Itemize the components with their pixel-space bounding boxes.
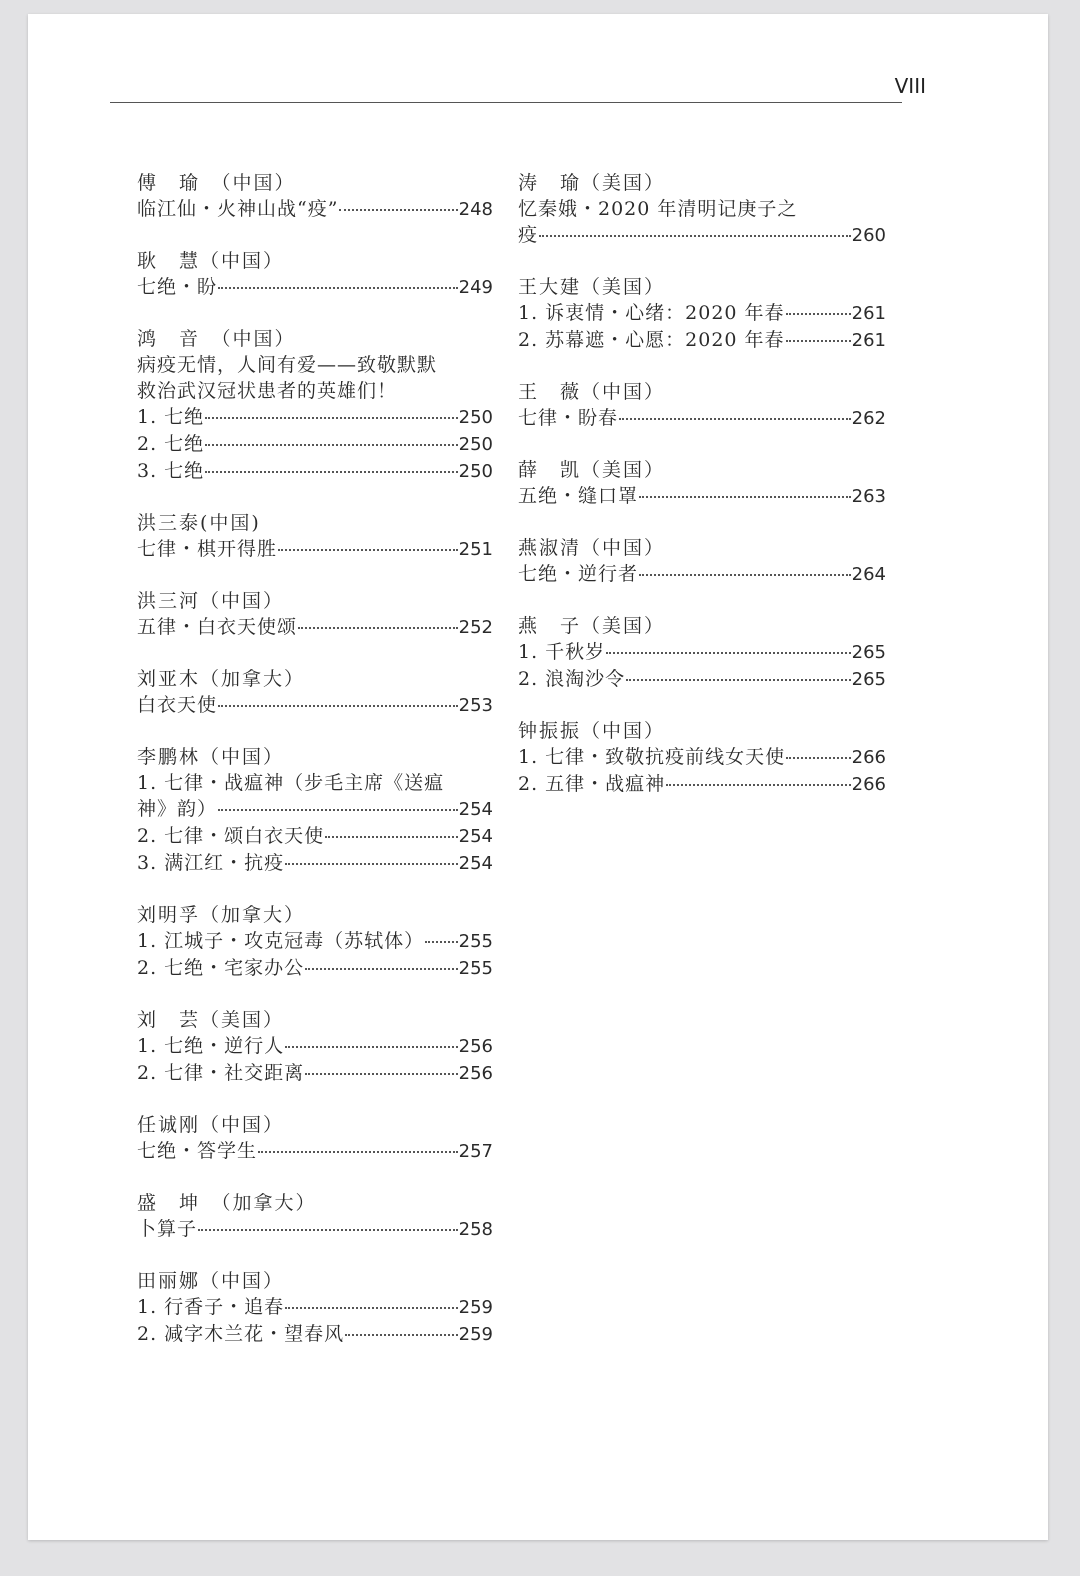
poem-title: 2. 七绝 [137,433,205,455]
poem-title: 神》韵） [137,798,218,820]
toc-author-entry [137,744,493,877]
dot-leader [198,1229,458,1231]
dot-leader [285,1307,457,1309]
page-ref: 260 [851,225,886,246]
author-name: 燕 子（美国） [518,615,666,637]
poem-title: 1. 七绝 [137,406,205,428]
poem-title: 疫 [518,224,539,246]
toc-author-entry [137,1112,493,1165]
poem-title: 1. 七律・致敬抗疫前线女天使 [518,746,786,768]
dot-leader [606,652,850,654]
poem-title: 七绝・答学生 [137,1140,258,1162]
toc-line [137,196,493,223]
author-name: 耿 慧（中国） [137,250,285,272]
poem-title: 卜算子 [137,1218,198,1240]
toc-line [137,955,493,982]
dot-leader [218,809,458,811]
toc-line [518,561,886,588]
poem-title: 七律・棋开得胜 [137,538,278,560]
page-ref: 263 [851,486,886,507]
toc-line [518,300,886,327]
author-name: 田丽娜（中国） [137,1270,285,1292]
toc-line [518,744,886,771]
page-number: VIII [894,74,926,98]
page-ref: 262 [851,408,886,429]
dot-leader [786,313,851,315]
toc-line [518,771,886,798]
page-ref: 252 [458,617,493,638]
author-name: 薛 凯（美国） [518,459,666,481]
page-ref: 259 [458,1297,493,1318]
poem-title: 1. 千秋岁 [518,641,606,663]
poem-title: 白衣天使 [137,694,218,716]
toc-line [137,1294,493,1321]
toc-line [518,639,886,666]
dot-leader [305,968,457,970]
poem-title-line: 忆秦娥・2020 年清明记庚子之 [518,198,798,220]
dot-leader [258,1151,458,1153]
page-ref: 250 [458,407,493,428]
toc-author-entry [137,588,493,641]
poem-title-line: 救治武汉冠状患者的英雄们！ [137,380,398,402]
dot-leader [205,444,457,446]
toc-line [137,404,493,431]
toc-line [137,1138,493,1165]
page-ref: 248 [458,199,493,220]
dot-leader [218,705,458,707]
dot-leader [218,287,458,289]
toc-line [518,405,886,432]
toc-line [137,1033,493,1060]
author-name: 燕淑清（中国） [518,537,666,559]
poem-title: 2. 减字木兰花・望春风 [137,1323,345,1345]
page-ref: 255 [458,958,493,979]
dot-leader [626,679,850,681]
toc-author-entry [137,1268,493,1348]
toc-author-entry [518,535,886,588]
poem-title: 五绝・缝口罩 [518,485,639,507]
page-ref: 254 [458,826,493,847]
page-ref: 254 [458,799,493,820]
toc-line [137,1321,493,1348]
poem-title: 七绝・盼 [137,276,218,298]
dot-leader [325,836,457,838]
poem-title: 2. 七律・颂白衣天使 [137,825,325,847]
toc-line [518,666,886,693]
header-rule [110,102,902,103]
author-name: 傅 瑜 （中国） [137,172,296,194]
toc-author-entry [137,902,493,982]
toc-author-entry [518,613,886,693]
poem-title: 2. 苏幕遮・心愿：2020 年春 [518,329,785,351]
dot-leader [425,941,457,943]
author-name: 洪三泰(中国) [137,512,261,534]
poem-title: 1. 行香子・追春 [137,1296,285,1318]
poem-title-line: 病疫无情，人间有爱——致敬默默 [137,354,438,376]
page-ref: 256 [458,1063,493,1084]
page-ref: 266 [851,774,886,795]
page-ref: 250 [458,434,493,455]
page-ref: 250 [458,461,493,482]
toc-line [137,274,493,301]
toc-line [137,692,493,719]
toc-line [137,431,493,458]
page-ref: 261 [851,303,886,324]
dot-leader [305,1073,457,1075]
page-ref: 265 [851,642,886,663]
toc-line [137,614,493,641]
poem-title: 临江仙・火神山战“疫” [137,198,339,220]
poem-title: 七律・盼春 [518,407,619,429]
toc-author-entry [518,170,886,249]
toc-line [518,483,886,510]
page-ref: 254 [458,853,493,874]
author-name: 李鹏林（中国） [137,746,285,768]
page-ref: 249 [458,277,493,298]
toc-author-entry [137,170,493,223]
page-ref: 255 [458,931,493,952]
toc-left-column [137,170,493,1373]
poem-title: 1. 七绝・逆行人 [137,1035,285,1057]
author-name: 盛 坤 （加拿大） [137,1192,317,1214]
dot-leader [205,471,457,473]
page-ref: 266 [851,747,886,768]
page-ref: 259 [458,1324,493,1345]
author-name: 任诚刚（中国） [137,1114,285,1136]
dot-leader [666,784,850,786]
author-name: 王 薇（中国） [518,381,666,403]
poem-title: 2. 五律・战瘟神 [518,773,666,795]
poem-title: 3. 七绝 [137,460,205,482]
poem-title: 1. 诉衷情・心绪：2020 年春 [518,302,785,324]
author-name: 鸿 音 （中国） [137,328,296,350]
toc-line [137,928,493,955]
poem-title: 1. 江城子・攻克冠毒（苏轼体） [137,930,425,952]
author-name: 涛 瑜（美国） [518,172,666,194]
toc-author-entry [518,274,886,354]
page-ref: 253 [458,695,493,716]
toc-line [137,1060,493,1087]
dot-leader [345,1334,457,1336]
toc-line [518,222,886,249]
toc-line [137,823,493,850]
toc-author-entry [518,718,886,798]
dot-leader [539,235,851,237]
dot-leader [639,574,851,576]
dot-leader [278,549,458,551]
toc-line [137,850,493,877]
author-name: 王大建（美国） [518,276,666,298]
poem-title: 2. 七绝・宅家办公 [137,957,305,979]
author-name: 刘亚木（加拿大） [137,668,306,690]
dot-leader [339,209,457,211]
toc-author-entry [137,326,493,485]
dot-leader [786,340,851,342]
toc-author-entry [137,1190,493,1243]
author-name: 洪三河（中国） [137,590,285,612]
dot-leader [619,418,851,420]
poem-title: 2. 浪淘沙令 [518,668,626,690]
page-ref: 261 [851,330,886,351]
author-name: 刘明孚（加拿大） [137,904,306,926]
dot-leader [285,863,457,865]
toc-author-entry [518,379,886,432]
toc-author-entry [137,666,493,719]
document-page [28,14,1048,1540]
dot-leader [285,1046,457,1048]
toc-line [137,458,493,485]
author-name: 刘 芸（美国） [137,1009,285,1031]
toc-line [137,796,493,823]
page-ref: 256 [458,1036,493,1057]
toc-right-column [518,170,886,823]
page-ref: 258 [458,1219,493,1240]
dot-leader [205,417,457,419]
poem-title-line: 1. 七律・战瘟神（步毛主席《送瘟 [137,772,445,794]
page-ref: 257 [458,1141,493,1162]
toc-line [518,327,886,354]
poem-title: 五律・白衣天使颂 [137,616,298,638]
toc-line [137,536,493,563]
toc-line [137,1216,493,1243]
dot-leader [639,496,851,498]
dot-leader [298,627,458,629]
page-ref: 264 [851,564,886,585]
poem-title: 2. 七律・社交距离 [137,1062,305,1084]
toc-author-entry [137,510,493,563]
page-ref: 265 [851,669,886,690]
toc-author-entry [137,1007,493,1087]
page-ref: 251 [458,539,493,560]
toc-author-entry [518,457,886,510]
poem-title: 七绝・逆行者 [518,563,639,585]
author-name: 钟振振（中国） [518,720,666,742]
poem-title: 3. 满江红・抗疫 [137,852,285,874]
dot-leader [786,757,850,759]
toc-author-entry [137,248,493,301]
